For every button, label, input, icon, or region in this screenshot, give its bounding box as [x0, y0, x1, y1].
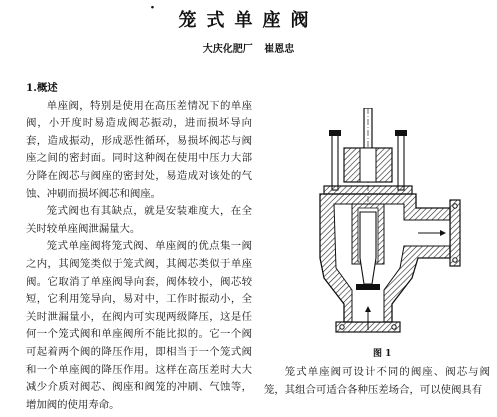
- stud-nut-right: [395, 130, 407, 136]
- author-affiliation: 大庆化肥厂: [202, 44, 253, 55]
- bonnet-flange: [324, 186, 412, 194]
- paragraph-2: 笼式阀也有其缺点，就是安装难度大，在全关时较单座阀泄漏量大。: [26, 205, 252, 235]
- stud-nut-left: [329, 130, 341, 136]
- valve-drawing: [300, 108, 470, 336]
- right-paragraph: 笼式单座阀可设计不同的阀座、阀芯与阀笼，其组合可适合各种压差场合，可以使阀具有: [264, 366, 490, 396]
- left-column: [26, 76, 252, 414]
- bonnet-stud-right: [398, 134, 404, 190]
- valve-plug: [360, 212, 376, 284]
- bonnet-stud-left: [332, 134, 338, 190]
- right-column-text: [264, 364, 490, 399]
- valve-seat: [356, 284, 380, 290]
- article-title-text: 笼式单座阀: [178, 10, 319, 31]
- title-bullet-mark: ·: [150, 0, 165, 16]
- paragraph-3: 笼式单座阀将笼式阀、单座阀的优点集一阀之内，其阀笼类似于笼式阀，其阀芯类似于单座阀。它取消了单座阀导向套，阀体较小，阀芯较短，它利用笼导向，易对中，工作时振动小，全关时泄漏量小，在阀内可实现两级降压，这是任何一个笼式阀和单座阀所不能比拟的。它一个阀可起着两个阀的降压作用，即相当于一个笼式阀和一个单座阀的降压作用。这样在高压差时大大减少介质对阀芯、阀座和阀笼的冲刷、气蚀等，增加阀的使用寿命。: [26, 240, 252, 411]
- section-heading: 1.概述: [26, 82, 58, 94]
- paragraph-1: 单座阀，特别是使用在高压差情况下的单座阀，小开度时易造成阀芯振动，进而损坏导向套，造成振动，形成恶性循环，易损坏阀芯与阀座之间的密封面。同时这种阀在使用中压力大部分降在阀芯与阀座的密封处，易造成对该处的气蚀、冲刷而损坏阀芯和阀座。: [26, 99, 252, 200]
- outlet-flange: [450, 200, 460, 266]
- valve-cross-section-figure: [300, 108, 470, 336]
- author-name: 崔恩忠: [264, 44, 295, 55]
- figure-caption: 图 1: [373, 349, 392, 359]
- author-line: [0, 40, 497, 55]
- article-title: [0, 0, 497, 32]
